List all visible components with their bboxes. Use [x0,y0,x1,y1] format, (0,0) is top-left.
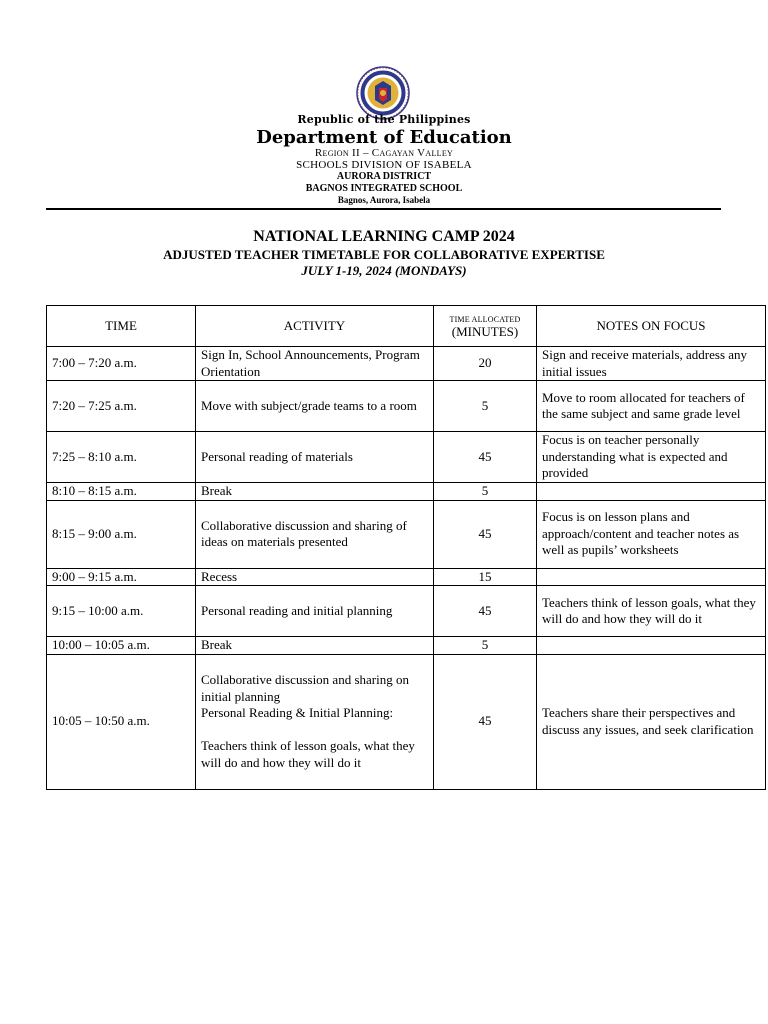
cell-time: 7:00 – 7:20 a.m. [47,347,196,381]
cell-notes: Focus is on teacher personally understanding what is expected and provided [537,432,766,483]
header-time-allocated-label: TIME ALLOCATED [449,314,521,324]
school-name: BAGNOS INTEGRATED SCHOOL [305,183,463,194]
cell-time: 10:05 – 10:50 a.m. [47,654,196,789]
cell-activity: Recess [196,568,434,586]
cell-notes: Move to room allocated for teachers of the same subject and same grade level [537,381,766,432]
table-row [47,654,766,789]
table-row [47,483,766,501]
cell-minutes: 45 [434,586,537,637]
cell-minutes: 45 [434,654,537,789]
cell-activity: Break [196,637,434,655]
cell-minutes: 20 [434,347,537,381]
cell-notes [537,637,766,655]
cell-activity [196,654,434,789]
header-activity: ACTIVITY [196,306,434,347]
cell-activity: Personal reading of materials [196,432,434,483]
division-line: SCHOOLS DIVISION OF ISABELA [296,159,472,171]
cell-minutes: 5 [434,483,537,501]
cell-time: 9:00 – 9:15 a.m. [47,568,196,586]
cell-time: 8:15 – 9:00 a.m. [47,500,196,568]
header-minutes-label: (MINUTES) [451,323,519,339]
cell-minutes: 5 [434,637,537,655]
cell-notes [537,483,766,501]
cell-minutes: 5 [434,381,537,432]
cell-activity: Sign In, School Announcements, Program Orientation [196,347,434,381]
table-row [47,347,766,381]
cell-time: 9:15 – 10:00 a.m. [47,586,196,637]
header-notes: NOTES ON FOCUS [537,306,766,347]
cell-minutes: 15 [434,568,537,586]
deped-seal-icon [356,66,410,120]
document-dates: JULY 1-19, 2024 (MONDAYS) [301,263,467,278]
cell-activity: Move with subject/grade teams to a room [196,381,434,432]
table-row [47,586,766,637]
cell-notes: Sign and receive materials, address any initial issues [537,347,766,381]
district-line: AURORA DISTRICT [336,171,432,182]
republic-line: Republic of the Philippines [297,113,471,126]
cell-time: 7:25 – 8:10 a.m. [47,432,196,483]
activity-line: Collaborative discussion and sharing on initial planning [201,672,409,704]
cell-minutes: 45 [434,500,537,568]
header-time-allocated [434,306,537,347]
document-subtitle: ADJUSTED TEACHER TIMETABLE FOR COLLABORATIVE EXPERTISE [163,247,605,262]
cell-time: 7:20 – 7:25 a.m. [47,381,196,432]
cell-notes: Teachers share their perspectives and discuss any issues, and seek clarification [537,654,766,789]
cell-activity: Collaborative discussion and sharing of ideas on materials presented [196,500,434,568]
cell-time: 10:00 – 10:05 a.m. [47,637,196,655]
document-title: NATIONAL LEARNING CAMP 2024 [253,228,515,245]
cell-notes [537,568,766,586]
table-row [47,637,766,655]
header-divider [46,208,721,210]
cell-notes: Focus is on lesson plans and approach/content and teacher notes as well as pupils’ worksheets [537,500,766,568]
table-row [47,500,766,568]
table-row [47,432,766,483]
activity-line: Personal Reading & Initial Planning: [201,705,394,720]
department-name: Department of Education [256,127,512,148]
cell-minutes: 45 [434,432,537,483]
header-time: TIME [47,306,196,347]
activity-line: Teachers think of lesson goals, what they will do and how they will do it [201,738,415,770]
school-address: Bagnos, Aurora, Isabela [337,195,431,205]
table-row [47,381,766,432]
cell-time: 8:10 – 8:15 a.m. [47,483,196,501]
activity-line [201,722,428,739]
table-row [47,568,766,586]
region-line: Region II – Cagayan Valley [314,147,454,159]
timetable [46,305,766,790]
cell-notes: Teachers think of lesson goals, what they will do and how they will do it [537,586,766,637]
timetable-header-row [47,306,766,347]
cell-activity: Break [196,483,434,501]
cell-activity: Personal reading and initial planning [196,586,434,637]
